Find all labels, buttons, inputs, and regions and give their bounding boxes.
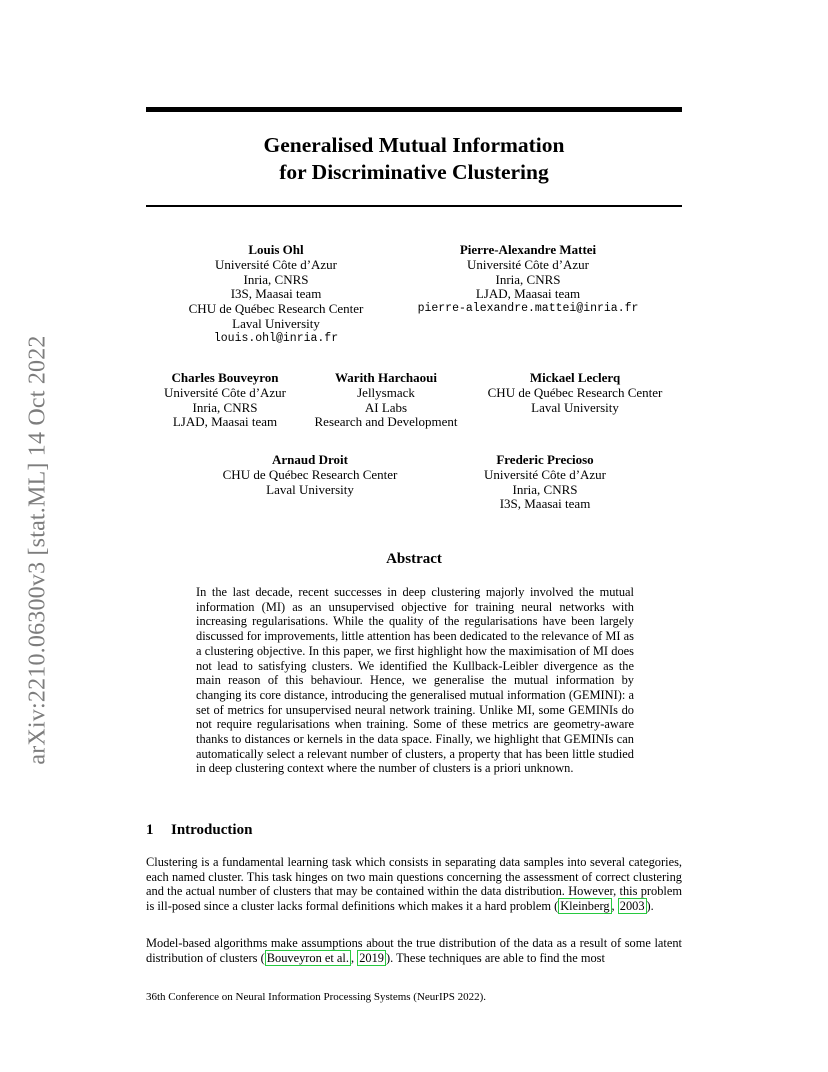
author-affiliation: Laval University: [232, 315, 320, 331]
citation-year-link[interactable]: 2003: [619, 898, 645, 913]
author-affiliation: CHU de Québec Research Center: [222, 466, 398, 482]
author-affiliation: Jellysmack: [357, 384, 415, 400]
author-name: Frederic Precioso: [496, 452, 594, 467]
author-affiliation: Université Côte d’Azur: [163, 384, 287, 400]
author-affiliation: I3S, Maasai team: [230, 286, 322, 302]
author-affiliation: Inria, CNRS: [243, 271, 309, 287]
author-affiliation: Université Côte d’Azur: [483, 466, 607, 482]
title-bottom-rule: [146, 205, 682, 207]
section-heading: [146, 822, 252, 839]
section-title: Introduction: [171, 822, 253, 838]
author-email: louis.ohl@inria.fr: [213, 331, 339, 345]
paragraph-text: ). These techniques are able to find the most: [385, 950, 605, 965]
conference-footer: 36th Conference on Neural Information Processing Systems (NeurIPS 2022).: [146, 991, 487, 1003]
author-block: [176, 243, 376, 347]
paragraph-text: ).: [646, 898, 654, 913]
paragraph-text: ,: [611, 898, 618, 913]
author-name: Charles Bouveyron: [171, 370, 279, 385]
author-block: [212, 453, 408, 497]
citation-link[interactable]: Bouveyron et al.: [266, 950, 349, 965]
paper-title: [146, 132, 682, 186]
author-affiliation: AI Labs: [364, 399, 408, 415]
title-line-1: Generalised Mutual Information: [263, 133, 565, 157]
author-block: [470, 453, 620, 512]
author-affiliation: Laval University: [266, 481, 354, 497]
author-affiliation: Laval University: [531, 399, 619, 415]
section-number: 1: [146, 822, 154, 838]
author-affiliation: LJAD, Maasai team: [172, 414, 278, 430]
author-affiliation: Inria, CNRS: [512, 481, 578, 497]
abstract-heading: Abstract: [386, 551, 442, 567]
author-affiliation: Université Côte d’Azur: [214, 256, 338, 272]
author-email: pierre-alexandre.mattei@inria.fr: [417, 302, 639, 316]
author-name: Pierre-Alexandre Mattei: [459, 242, 597, 257]
abstract-text: In the last decade, recent successes in deep clustering majorly involved the mutual information (MI) as an unsupervised objective for training neural networks with increasing regularisations. While the quality of the regularisations have been largely discussed for improvements, little attention has been dedicated to the relevance of MI as a clustering objective. In this paper, we first highlight how the maximisation of MI does not lead to satisfying clusters. We identified the Kullback-Leibler divergence as the main reason of this behaviour. Hence, we generalise the mutual information by changing its core distance, introducing the generalised mutual information (GEMINI): a set of metrics for unsupervised neural network training. Unlike MI, some GEMINIs do not require regularisations when training. Some of these metrics are geometry-aware thanks to distances or kernels in the data space. Finally, we highlight that GEMINIs can automatically select a relevant number of clusters, a property that has been little studied in deep clustering context where the number of clusters is a priori unknown.: [196, 585, 634, 776]
intro-paragraph-1: [146, 855, 682, 913]
citation-year-link[interactable]: 2019: [359, 950, 384, 965]
author-name: Mickael Leclerq: [529, 370, 621, 385]
author-block: [478, 371, 672, 415]
paragraph-text: Model-based algorithms make assumptions about the true distribution of the data as a result of some latent distribution of clusters (: [146, 936, 682, 965]
author-affiliation: CHU de Québec Research Center: [487, 384, 663, 400]
author-block: [308, 371, 464, 430]
intro-paragraph-2: [146, 936, 682, 965]
author-name: Warith Harchaoui: [335, 370, 437, 385]
citation-link[interactable]: Kleinberg: [560, 898, 610, 913]
author-block: [150, 371, 300, 430]
author-affiliation: CHU de Québec Research Center: [188, 301, 364, 317]
arxiv-stamp-text: arXiv:2210.06300v3 [stat.ML] 14 Oct 2022: [24, 335, 51, 765]
author-block: [408, 243, 648, 317]
author-affiliation: Research and Development: [314, 414, 458, 430]
paragraph-text: Clustering is a fundamental learning task which consists in separating data samples into several categories, each named cluster. This task hinges on two main questions concerning the assessment of correct clustering and the actual number of clusters that may be contained within the data distribution. However, this problem is ill-posed since a cluster lacks formal definitions which makes it a hard problem (: [146, 855, 682, 913]
title-line-2: for Discriminative Clustering: [279, 160, 549, 184]
author-affiliation: Inria, CNRS: [192, 399, 258, 415]
author-affiliation: Inria, CNRS: [495, 271, 561, 287]
author-affiliation: Université Côte d’Azur: [466, 256, 590, 272]
author-affiliation: LJAD, Maasai team: [475, 286, 581, 302]
author-name: Louis Ohl: [248, 242, 304, 257]
arxiv-stamp: [18, 335, 58, 765]
author-name: Arnaud Droit: [272, 452, 348, 467]
title-top-rule: [146, 107, 682, 112]
paragraph-text: ,: [350, 950, 358, 965]
author-affiliation: I3S, Maasai team: [499, 496, 591, 512]
